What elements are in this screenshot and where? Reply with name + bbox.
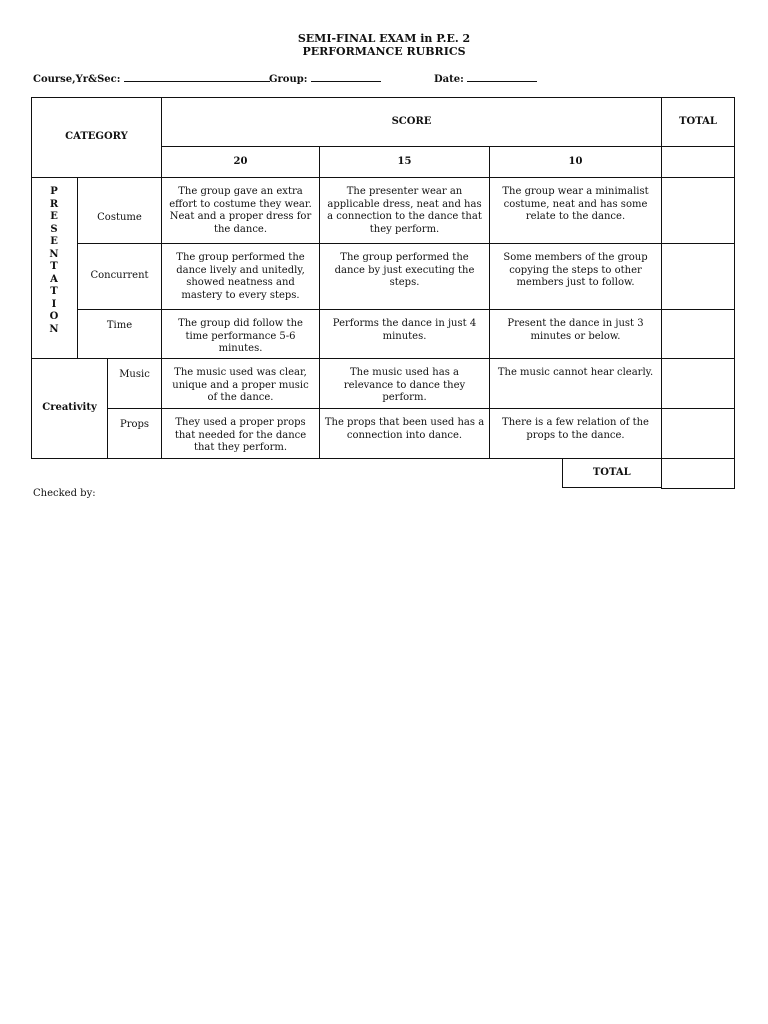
group-field <box>269 71 381 85</box>
date-field <box>434 71 537 85</box>
costume-desc-20: The group gave an extra effort to costume they wear. Neat and a proper dress for the dance. <box>162 178 320 244</box>
concurrent-desc-20: The group performed the dance lively and unitedly, showed neatness and mastery to every steps. <box>162 244 320 310</box>
props-total-blank[interactable] <box>662 409 735 459</box>
score-level-10: 10 <box>490 147 662 178</box>
props-desc-20: They used a proper props that needed for the dance that they perform. <box>162 409 320 459</box>
criterion-music: Music <box>108 359 162 409</box>
props-desc-10: There is a few relation of the props to the dance. <box>490 409 662 459</box>
date-label: Date: <box>434 74 464 85</box>
props-desc-15: The props that been used has a connection into dance. <box>320 409 490 459</box>
table-row <box>32 178 735 244</box>
criterion-costume: Costume <box>78 178 162 244</box>
group-label: Group: <box>269 74 308 85</box>
table-row <box>32 244 735 310</box>
music-desc-10: The music cannot hear clearly. <box>490 359 662 409</box>
course-field <box>33 71 270 85</box>
concurrent-total-blank[interactable] <box>662 244 735 310</box>
grand-total-label-cell <box>490 459 662 489</box>
category-header: CATEGORY <box>32 98 162 178</box>
checked-by-label: Checked by: <box>33 488 96 499</box>
table-row <box>32 310 735 359</box>
rubric-table <box>31 97 735 489</box>
score-level-15: 15 <box>320 147 490 178</box>
concurrent-desc-10: Some members of the group copying the steps to other members just to follow. <box>490 244 662 310</box>
course-label: Course,Yr&Sec: <box>33 74 121 85</box>
time-desc-20: The group did follow the time performance 5-6 minutes. <box>162 310 320 359</box>
creativity-category: Creativity <box>32 359 108 459</box>
costume-desc-10: The group wear a minimalist costume, neat and has some relate to the dance. <box>490 178 662 244</box>
concurrent-desc-15: The group performed the dance by just executing the steps. <box>320 244 490 310</box>
music-total-blank[interactable] <box>662 359 735 409</box>
total-header: TOTAL <box>662 98 735 147</box>
table-row <box>32 409 735 459</box>
table-row <box>32 359 735 409</box>
score-level-20: 20 <box>162 147 320 178</box>
score-header: SCORE <box>162 98 662 147</box>
costume-desc-15: The presenter wear an applicable dress, neat and has a connection to the dance that they perform. <box>320 178 490 244</box>
criterion-props: Props <box>108 409 162 459</box>
group-blank[interactable] <box>311 71 381 82</box>
date-blank[interactable] <box>467 71 537 82</box>
music-desc-20: The music used was clear, unique and a proper music of the dance. <box>162 359 320 409</box>
header-row <box>32 98 735 147</box>
time-total-blank[interactable] <box>662 310 735 359</box>
time-desc-15: Performs the dance in just 4 minutes. <box>320 310 490 359</box>
music-desc-15: The music used has a relevance to dance they perform. <box>320 359 490 409</box>
spacer-cell <box>32 459 490 489</box>
time-desc-10: Present the dance in just 3 minutes or below. <box>490 310 662 359</box>
criterion-time: Time <box>78 310 162 359</box>
grand-total-row <box>32 459 735 489</box>
exam-subtitle: PERFORMANCE RUBRICS <box>302 45 466 58</box>
grand-total-label: TOTAL <box>562 459 662 488</box>
total-cell-blank[interactable] <box>662 147 735 178</box>
course-blank[interactable] <box>124 71 270 82</box>
grand-total-blank[interactable] <box>662 459 735 489</box>
exam-title: SEMI-FINAL EXAM in P.E. 2 <box>297 32 471 45</box>
criterion-concurrent: Concurrent <box>78 244 162 310</box>
costume-total-blank[interactable] <box>662 178 735 244</box>
presentation-category: P R E S E N T A T I O N <box>32 178 78 359</box>
